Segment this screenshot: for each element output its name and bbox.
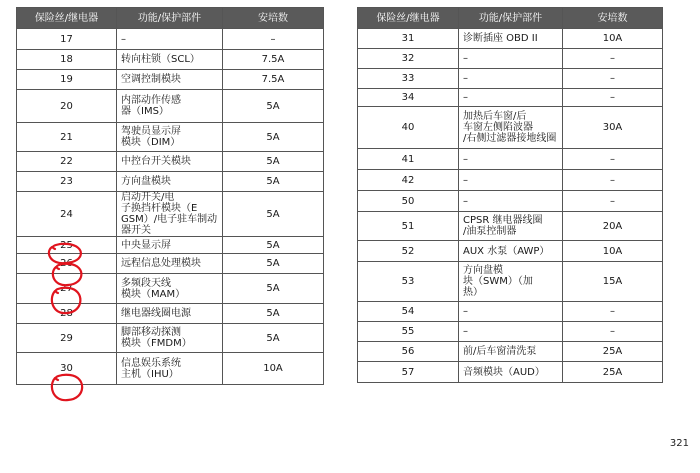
fuse-number-cell: 24 <box>17 192 117 237</box>
fuse-number-cell: 28 <box>17 304 117 324</box>
function-cell: – <box>459 149 563 170</box>
table-row <box>17 304 324 324</box>
function-cell: AUX 水泵（AWP） <box>459 241 563 262</box>
table-row <box>358 241 663 262</box>
fuse-number-cell: 19 <box>17 70 117 90</box>
function-cell: 方向盘模块 <box>117 172 223 192</box>
fuse-number-cell: 23 <box>17 172 117 192</box>
function-cell: – <box>459 69 563 89</box>
amperage-cell: 5A <box>223 192 324 237</box>
fuse-number-cell: 29 <box>17 324 117 353</box>
amperage-cell: 25A <box>563 342 663 362</box>
table-row <box>358 29 663 49</box>
function-cell: 转向柱锁（SCL） <box>117 50 223 70</box>
fuse-number-cell: 40 <box>358 107 459 149</box>
table-row <box>17 353 324 385</box>
table-row <box>17 172 324 192</box>
amperage-cell: 5A <box>223 237 324 254</box>
function-cell: – <box>459 49 563 69</box>
table-row <box>17 70 324 90</box>
function-cell: 继电器线圈电源 <box>117 304 223 324</box>
header-amps: 安培数 <box>563 8 663 29</box>
function-cell: 中央显示屏 <box>117 237 223 254</box>
fuse-number-cell: 53 <box>358 262 459 302</box>
fuse-number-cell: 21 <box>17 123 117 152</box>
function-cell: 方向盘模 块（SWM）（加 热） <box>459 262 563 302</box>
table-row <box>358 69 663 89</box>
table-row <box>17 90 324 123</box>
table-row <box>358 362 663 383</box>
fuse-number-cell: 32 <box>358 49 459 69</box>
header-function: 功能/保护部件 <box>117 8 223 29</box>
amperage-cell: – <box>563 69 663 89</box>
function-cell: – <box>459 322 563 342</box>
fuse-number-cell: 34 <box>358 89 459 107</box>
table-row <box>17 123 324 152</box>
table-row <box>17 237 324 254</box>
amperage-cell: 25A <box>563 362 663 383</box>
table-row <box>17 50 324 70</box>
amperage-cell: 15A <box>563 262 663 302</box>
function-cell: 多频段天线 模块（MAM） <box>117 274 223 304</box>
table-row <box>358 212 663 241</box>
amperage-cell: 5A <box>223 172 324 192</box>
fuse-number-cell: 42 <box>358 170 459 191</box>
fuse-number-cell: 52 <box>358 241 459 262</box>
amperage-cell: 5A <box>223 152 324 172</box>
fuse-number-cell: 20 <box>17 90 117 123</box>
table-row <box>17 274 324 304</box>
function-cell: 内部动作传感 器（IMS） <box>117 90 223 123</box>
function-cell: 远程信息处理模块 <box>117 254 223 274</box>
fuse-number-cell: 33 <box>358 69 459 89</box>
amperage-cell: 10A <box>563 29 663 49</box>
function-cell: 启动开关/电 子换挡杆模块（E GSM）/电子驻车制动器开关 <box>117 192 223 237</box>
amperage-cell: 5A <box>223 123 324 152</box>
function-cell: – <box>117 29 223 50</box>
amperage-cell: 5A <box>223 274 324 304</box>
fuse-number-cell: 31 <box>358 29 459 49</box>
amperage-cell: – <box>563 170 663 191</box>
function-cell: – <box>459 191 563 212</box>
fuse-number-cell: 56 <box>358 342 459 362</box>
amperage-cell: 10A <box>563 241 663 262</box>
page-number: 321 <box>669 438 689 449</box>
function-cell: – <box>459 170 563 191</box>
table-row <box>358 302 663 322</box>
table-row <box>358 262 663 302</box>
fuse-number-cell: 30 <box>17 353 117 385</box>
function-cell: – <box>459 302 563 322</box>
amperage-cell: – <box>563 302 663 322</box>
table-row <box>17 324 324 353</box>
function-cell: 脚部移动探测 模块（FMDM） <box>117 324 223 353</box>
table-row <box>358 49 663 69</box>
fuse-number-cell: 50 <box>358 191 459 212</box>
fuse-number-cell: 51 <box>358 212 459 241</box>
amperage-cell: – <box>563 49 663 69</box>
fuse-number-cell: 55 <box>358 322 459 342</box>
amperage-cell: – <box>563 149 663 170</box>
fuse-number-cell: 54 <box>358 302 459 322</box>
fuse-number-cell: 26 <box>17 254 117 274</box>
function-cell: 音频模块（AUD） <box>459 362 563 383</box>
header-amps: 安培数 <box>223 8 324 29</box>
table-row <box>358 170 663 191</box>
table-row <box>358 149 663 170</box>
fuse-table-left <box>16 7 324 385</box>
table-row <box>17 192 324 237</box>
table-row <box>358 342 663 362</box>
header-fuse: 保险丝/继电器 <box>17 8 117 29</box>
function-cell: 诊断插座 OBD II <box>459 29 563 49</box>
amperage-cell: 5A <box>223 324 324 353</box>
amperage-cell: – <box>223 29 324 50</box>
fuse-number-cell: 41 <box>358 149 459 170</box>
amperage-cell: 20A <box>563 212 663 241</box>
function-cell: 中控台开关模块 <box>117 152 223 172</box>
table-row <box>17 254 324 274</box>
amperage-cell: 10A <box>223 353 324 385</box>
header-fuse: 保险丝/继电器 <box>358 8 459 29</box>
function-cell: CPSR 继电器线圈 /油泵控制器 <box>459 212 563 241</box>
function-cell: 加热后车窗/后 车窗左侧陷波器 /右侧过滤器接地线圈 <box>459 107 563 149</box>
amperage-cell: 30A <box>563 107 663 149</box>
amperage-cell: – <box>563 322 663 342</box>
table-row <box>17 29 324 50</box>
amperage-cell: – <box>563 89 663 107</box>
table-row <box>358 89 663 107</box>
amperage-cell: 7.5A <box>223 50 324 70</box>
function-cell: – <box>459 89 563 107</box>
amperage-cell: – <box>563 191 663 212</box>
table-header-row <box>17 8 324 29</box>
function-cell: 前/后车窗清洗泵 <box>459 342 563 362</box>
fuse-number-cell: 27 <box>17 274 117 304</box>
fuse-number-cell: 25 <box>17 237 117 254</box>
amperage-cell: 5A <box>223 254 324 274</box>
fuse-number-cell: 18 <box>17 50 117 70</box>
fuse-number-cell: 57 <box>358 362 459 383</box>
table-row <box>358 107 663 149</box>
header-function: 功能/保护部件 <box>459 8 563 29</box>
function-cell: 驾驶员显示屏 模块（DIM） <box>117 123 223 152</box>
fuse-number-cell: 17 <box>17 29 117 50</box>
amperage-cell: 7.5A <box>223 70 324 90</box>
table-row <box>358 322 663 342</box>
amperage-cell: 5A <box>223 304 324 324</box>
function-cell: 空调控制模块 <box>117 70 223 90</box>
table-header-row <box>358 8 663 29</box>
table-row <box>17 152 324 172</box>
amperage-cell: 5A <box>223 90 324 123</box>
function-cell: 信息娱乐系统 主机（IHU） <box>117 353 223 385</box>
fuse-table-right <box>357 7 663 383</box>
table-row <box>358 191 663 212</box>
fuse-number-cell: 22 <box>17 152 117 172</box>
